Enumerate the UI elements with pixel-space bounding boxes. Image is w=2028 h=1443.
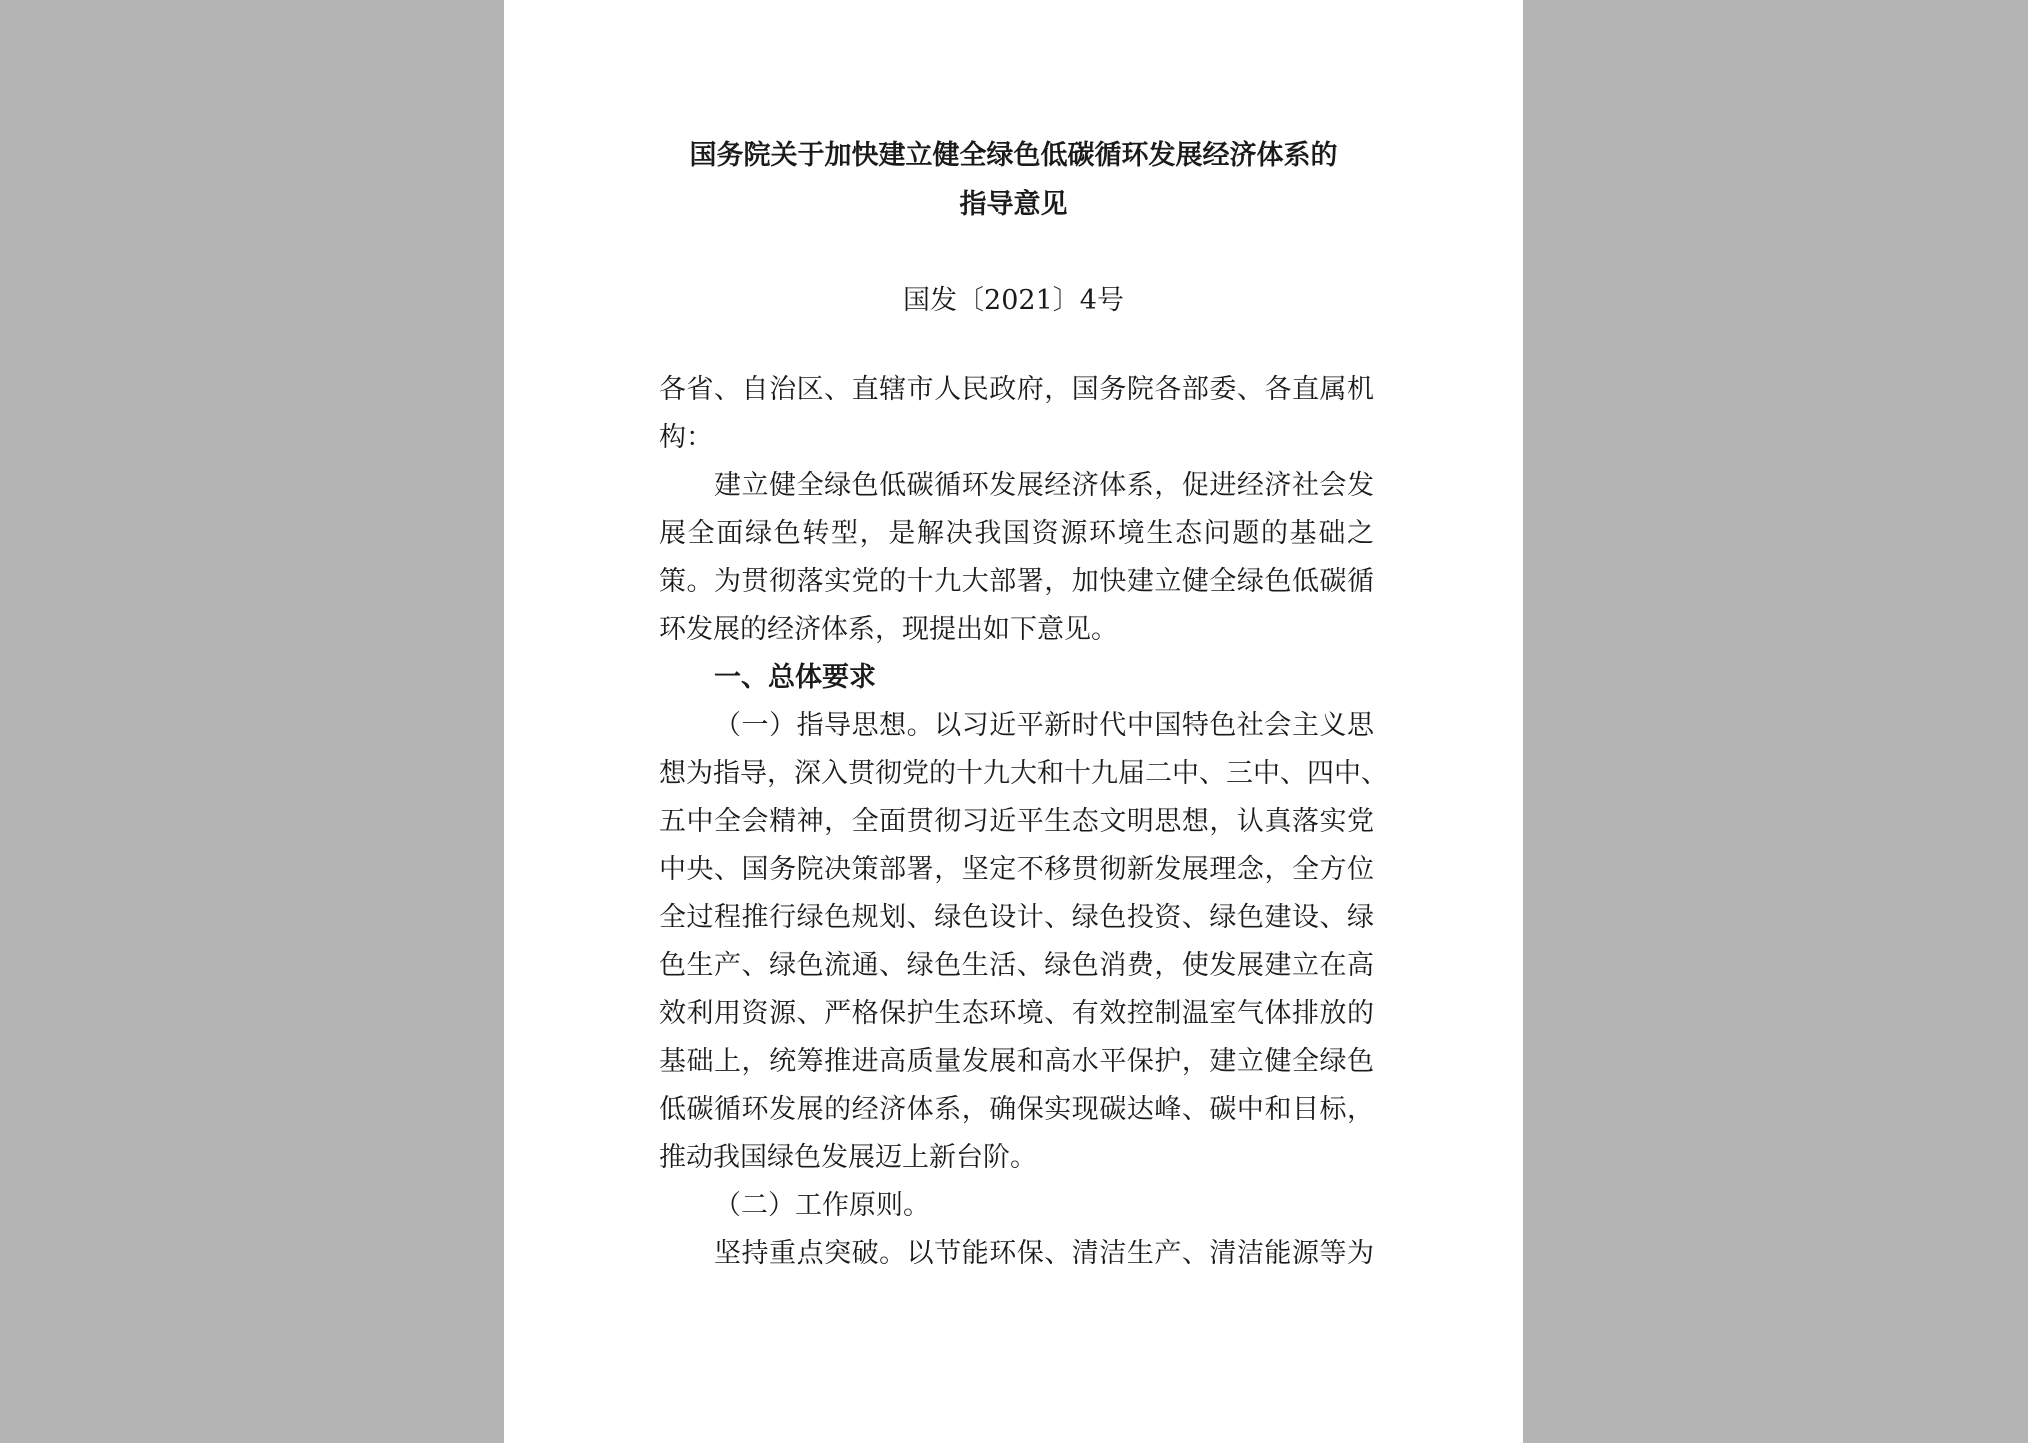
document-number: 国发〔2021〕4号 [903,285,1124,316]
body-line: 想为指导，深入贯彻党的十九大和十九届二中、三中、四中、 [659,758,1388,789]
document-title-line-1: 国务院关于加快建立健全绿色低碳循环发展经济体系的 [689,140,1338,171]
body-line: 环发展的经济体系，现提出如下意见。 [659,614,1118,645]
body-line: 各省、自治区、直辖市人民政府，国务院各部委、各直属机 [659,374,1374,405]
document-page [504,0,1523,1443]
body-line: 效利用资源、严格保护生态环境、有效控制温室气体排放的 [659,998,1374,1029]
body-line: 全过程推行绿色规划、绿色设计、绿色投资、绿色建设、绿 [659,902,1374,933]
body-line: 基础上，统筹推进高质量发展和高水平保护，建立健全绿色 [659,1046,1374,1077]
document-title-line-2: 指导意见 [959,189,1068,220]
body-line: 色生产、绿色流通、绿色生活、绿色消费，使发展建立在高 [659,950,1374,981]
section-heading: 一、总体要求 [714,662,876,693]
body-line: 推动我国绿色发展迈上新台阶。 [659,1142,1037,1173]
subsection-heading: （二）工作原则。 [714,1190,930,1221]
body-line: 坚持重点突破。以节能环保、清洁生产、清洁能源等为 [714,1238,1374,1269]
body-line: 中央、国务院决策部署，坚定不移贯彻新发展理念，全方位 [659,854,1374,885]
body-line: 五中全会精神，全面贯彻习近平生态文明思想，认真落实党 [659,806,1374,837]
body-line: 建立健全绿色低碳循环发展经济体系，促进经济社会发 [714,470,1374,501]
body-line: （一）指导思想。以习近平新时代中国特色社会主义思 [714,710,1374,741]
body-line: 构： [659,422,713,453]
body-line: 低碳循环发展的经济体系，确保实现碳达峰、碳中和目标， [659,1094,1374,1125]
body-line: 策。为贯彻落实党的十九大部署，加快建立健全绿色低碳循 [659,566,1374,597]
body-line: 展全面绿色转型，是解决我国资源环境生态问题的基础之 [659,518,1374,549]
